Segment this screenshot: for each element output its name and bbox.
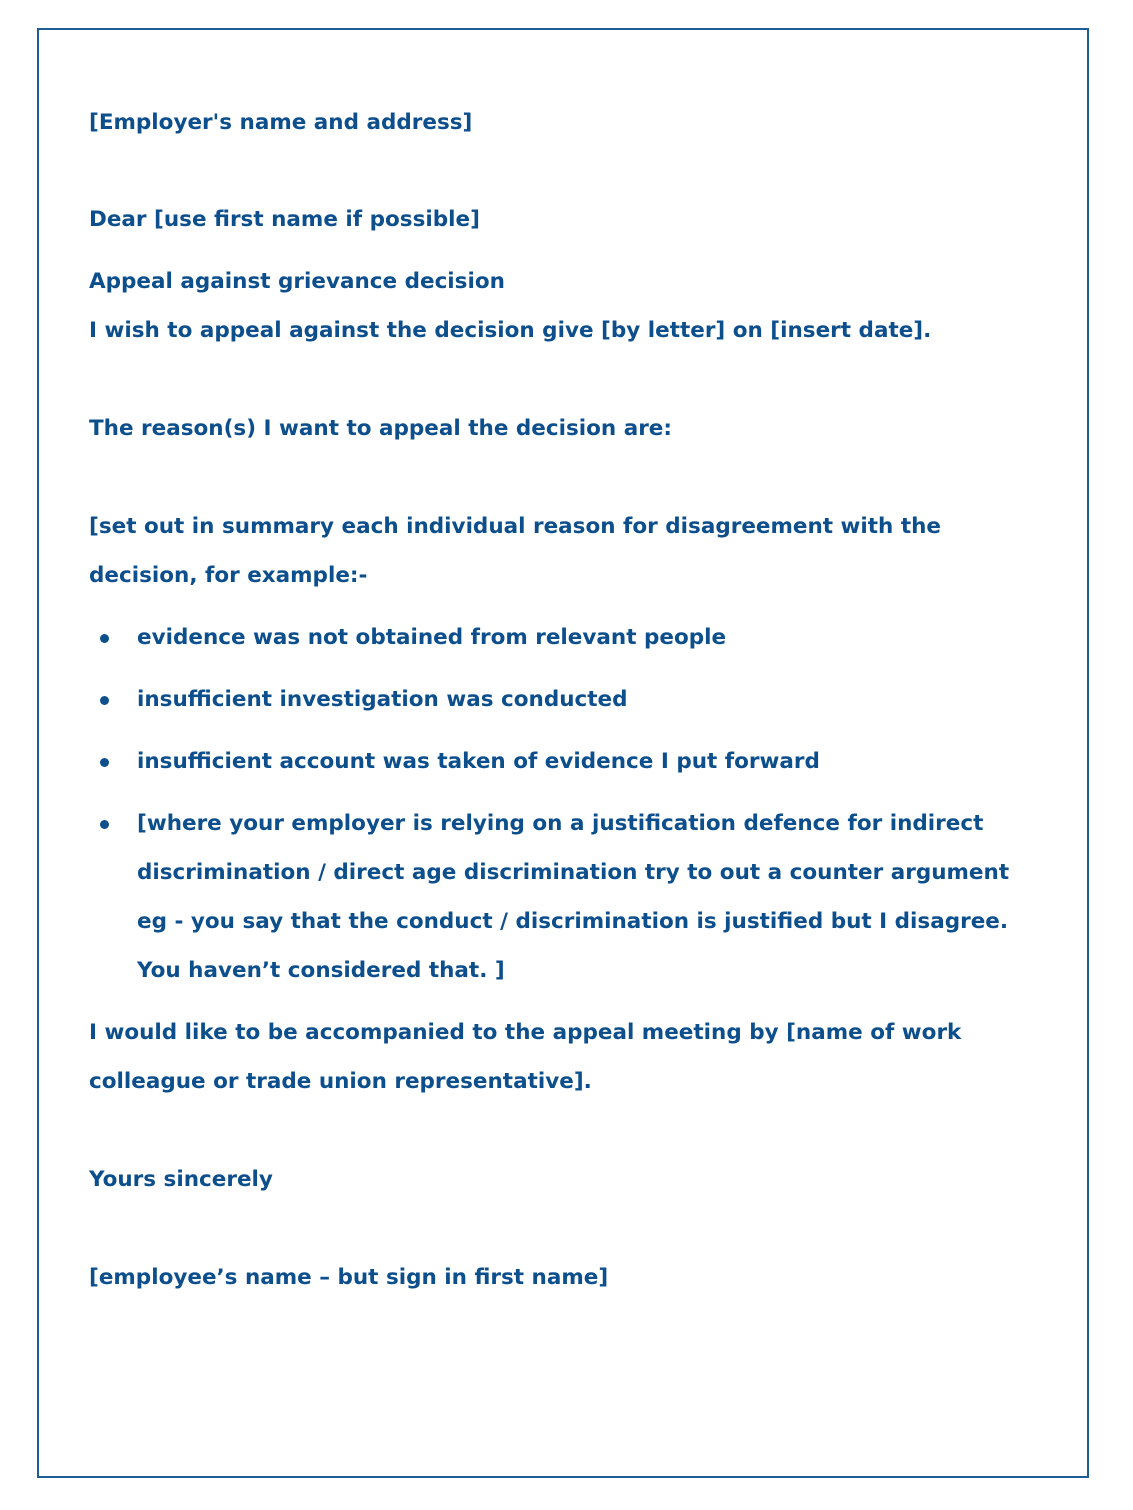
bullet-marker [100,820,109,829]
salutation: Dear [use first name if possible] [89,207,480,232]
bullet-marker [100,634,109,643]
bullet-item-4-line-1: [where your employer is relying on a justification defence for indirect [137,811,984,836]
bullet-marker [100,758,109,767]
signature-line: [employee’s name – but sign in first name] [89,1265,609,1290]
bullet-item-1: evidence was not obtained from relevant people [137,625,727,650]
bullet-item-4-line-4: You haven’t considered that. ] [137,958,505,983]
bullet-item-3: insufficient account was taken of evidence I put forward [137,749,820,774]
intro-paragraph: I wish to appeal against the decision give [by letter] on [insert date]. [89,318,932,343]
bullet-marker [100,696,109,705]
summary-line-1: [set out in summary each individual reason for disagreement with the [89,514,942,539]
employer-address: [Employer's name and address] [89,110,473,135]
reasons-heading: The reason(s) I want to appeal the decision are: [89,416,672,441]
bullet-item-4-line-3: eg - you say that the conduct / discrimination is justified but I disagree. [137,909,1009,934]
summary-line-2: decision, for example:- [89,563,368,588]
bullet-item-4-line-2: discrimination / direct age discrimination try to out a counter argument [137,860,1010,885]
subject-line: Appeal against grievance decision [89,269,505,294]
bullet-item-2: insufficient investigation was conducted [137,687,628,712]
accompany-line-2: colleague or trade union representative]. [89,1069,592,1094]
closing: Yours sincerely [89,1167,273,1192]
accompany-line-1: I would like to be accompanied to the appeal meeting by [name of work [89,1020,962,1045]
